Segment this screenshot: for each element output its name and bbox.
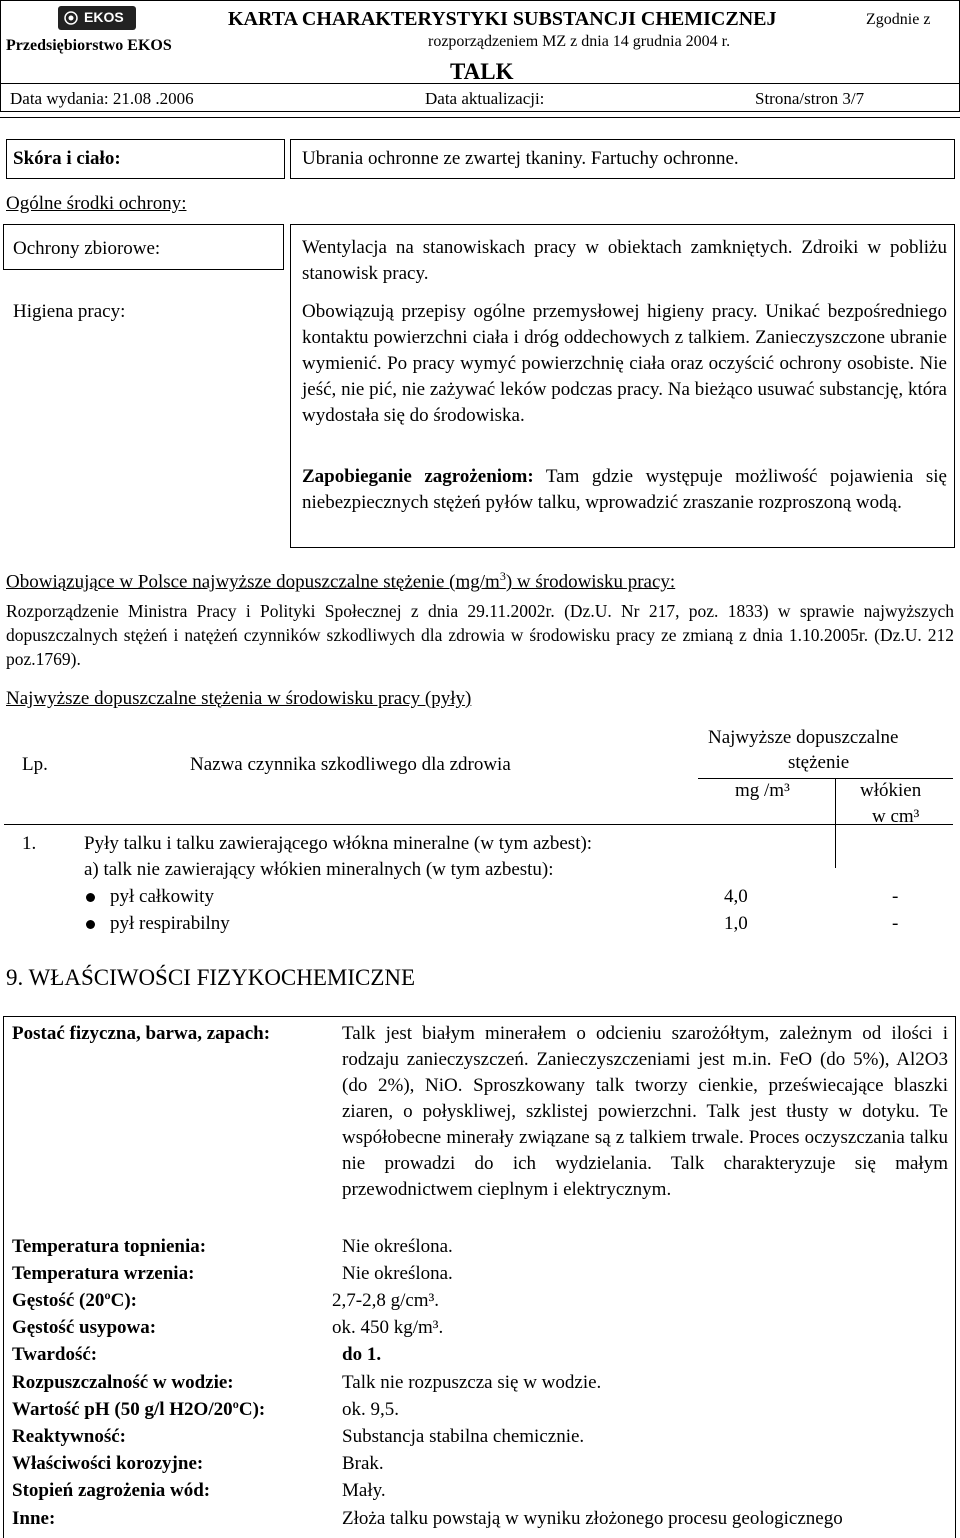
nds-heading-text: Obowiązujące w Polsce najwyższe dopuszczalne stężenie (mg/m (6, 571, 500, 593)
ekos-emblem-icon (64, 11, 78, 25)
hygiene-value: Obowiązują przepisy ogólne przemysłowej higieny pracy. Unikać bezpośredniego kontaktu powierzchni ciała i dróg oddechowych z talkiem. Zanieczyszczone ubranie wymienić. Po pracy wymyć powierzchnię ciała oraz oczyścić ochrony osobiste. Nie jeść, nie pić, nie zażywać leków podczas pracy. Na bieżąco usuwać substancję, która wydostała się do środowiska. (302, 301, 947, 426)
prevention-value: Tam gdzie występuje możliwość pojawienia się niebezpiecznych stężeń pyłów talku, wprowadzić zraszanie rozproszoną wodą. (302, 466, 947, 513)
table-list-item (84, 883, 954, 911)
row-lp: 1. (22, 833, 37, 854)
item-name: pył całkowity (110, 886, 214, 907)
property-value: Mały. (342, 1480, 386, 1501)
form-value: Talk jest białym minerałem o odcieniu szarożółtym, zależnym od ilości i rodzaju zanieczyszczeń. Zanieczyszczeniami jest m.in. FeO (do 5%), Al2O3 (do 2%), NiO. Sproszkowany talk tworzy cienkie, przeświecające blaszki ziaren, o połyskliwej, szklistej powierzchni. Talk jest tłusty w dotyku. Te współobecne minerały związane są z talkiem trwale. Proces oczyszczania talku nie prowadzi do ich wydzielania. Talk charakteryzuje się małym przewodnictwem cieplnym i elektrycznym. (342, 1023, 948, 1200)
hygiene-label: Higiena pracy: (13, 301, 126, 322)
property-row (12, 1314, 952, 1341)
prevention-label: Zapobieganie zagrożeniom: (302, 466, 534, 487)
compliance-note: Zgodnie z (866, 11, 931, 28)
property-value: Nie określona. (342, 1236, 453, 1257)
property-row (12, 1341, 952, 1368)
update-date: Data aktualizacji: (425, 89, 545, 108)
property-label: Gęstość usypowa: (12, 1317, 157, 1338)
issue-date: Data wydania: 21.08 .2006 (10, 89, 194, 108)
property-label: Rozpuszczalność w wodzie: (12, 1372, 234, 1393)
row-description-line1: Pyły talku i talku zawierającego włókna mineralne (w tym azbest): (84, 833, 593, 854)
property-value: Brak. (342, 1453, 384, 1474)
col-nds-header-line2: stężenie (788, 752, 850, 773)
property-row (12, 1423, 952, 1450)
property-label: Twardość: (12, 1344, 98, 1365)
property-label: Temperatura topnienia: (12, 1236, 207, 1257)
collective-value: Wentylacja na stanowiskach pracy w obiektach zamkniętych. Zdroiki w pobliżu stanowisk pracy. (302, 237, 947, 284)
property-value: ok. 450 kg/m³. (332, 1317, 444, 1338)
bullet-icon (86, 920, 95, 929)
property-row (12, 1287, 952, 1314)
nds-heading-superscript: 3 (499, 569, 506, 583)
property-row (12, 1369, 952, 1396)
header-bottom-rule (0, 117, 960, 118)
item-fibers: - (892, 886, 899, 907)
form-label: Postać fizyczna, barwa, zapach: (12, 1023, 271, 1044)
nds-subheading: Najwyższe dopuszczalne stężenia w środowisku pracy (pyły) (6, 688, 472, 709)
nds-heading (6, 563, 675, 595)
company-name: Przedsiębiorstwo EKOS (6, 37, 172, 54)
col-nds-header-line1: Najwyższe dopuszczalne (708, 727, 899, 748)
collective-label: Ochrony zbiorowe: (13, 238, 161, 259)
logo-text: EKOS (84, 9, 124, 25)
row-description-line2: a) talk nie zawierający włókien mineralnych (w tym azbestu): (84, 859, 554, 880)
bullet-icon (86, 893, 95, 902)
skin-value: Ubrania ochronne ze zwartej tkaniny. Fartuchy ochronne. (302, 148, 739, 169)
nds-heading-tail: ) w środowisku pracy: (505, 571, 676, 593)
property-row (12, 1233, 952, 1260)
item-mg: 1,0 (724, 913, 748, 934)
general-protection-heading: Ogólne środki ochrony: (6, 193, 187, 214)
skin-label: Skóra i ciało: (13, 148, 121, 169)
item-name: pył respirabilny (110, 913, 230, 934)
property-label: Stopień zagrożenia wód: (12, 1480, 211, 1501)
properties-list (12, 1233, 952, 1538)
property-label: Gęstość (20ºC): (12, 1290, 137, 1311)
property-value: ok. 9,5. (342, 1399, 399, 1420)
company-logo (58, 6, 136, 30)
property-row (12, 1450, 952, 1477)
item-mg: 4,0 (724, 886, 748, 907)
nds-table-col-divider (835, 778, 836, 868)
substance-name: TALK (450, 59, 514, 84)
col-mg-header: mg /m³ (735, 780, 790, 801)
property-row (12, 1477, 952, 1504)
prevention-block (302, 464, 947, 516)
property-value: 2,7-2,8 g/cm³. (332, 1290, 440, 1311)
nds-table (0, 720, 960, 940)
regulation-reference: rozporządzeniem MZ z dnia 14 grudnia 2004 r. (428, 33, 731, 50)
property-value: Nie określona. (342, 1263, 453, 1284)
table-list-item (84, 910, 954, 938)
col-fibers-header-line1: włókien (860, 780, 922, 801)
col-fibers-header-line2: w cm³ (872, 806, 920, 827)
property-row (12, 1505, 952, 1532)
property-value: Talk nie rozpuszcza się w wodzie. (342, 1372, 602, 1393)
property-row (12, 1260, 952, 1287)
property-value: Substancja stabilna chemicznie. (342, 1426, 585, 1447)
property-label: Właściwości korozyjne: (12, 1453, 204, 1474)
section-heading: 9. WŁAŚCIWOŚCI FIZYKOCHEMICZNE (6, 965, 416, 990)
col-name-header: Nazwa czynnika szkodliwego dla zdrowia (190, 754, 511, 775)
property-label: Wartość pH (50 g/l H2O/20ºC): (12, 1399, 266, 1420)
col-lp-header: Lp. (22, 754, 48, 775)
property-row (12, 1396, 952, 1423)
property-label: Temperatura wrzenia: (12, 1263, 195, 1284)
property-label: Reaktywność: (12, 1426, 126, 1447)
property-value: do 1. (342, 1344, 382, 1365)
nds-regulation-text: Rozporządzenie Ministra Pracy i Polityki Społecznej z dnia 29.11.2002r. (Dz.U. Nr 217, poz. 1833) w sprawie najwyższych dopuszczalnych stężeń i natężeń czynników szkodliwych dla zdrowia w środowisku pracy ze zmianą z dnia 1.10.2005r. (Dz.U. 212 poz.1769). (6, 601, 954, 669)
card-title: KARTA CHARAKTERYSTYKI SUBSTANCJI CHEMICZNEJ (228, 8, 777, 30)
property-label: Inne: (12, 1508, 56, 1529)
item-fibers: - (892, 913, 899, 934)
page-number: Strona/stron 3/7 (755, 89, 865, 108)
nds-table-body-rule (4, 824, 953, 825)
property-value: Złoża talku powstają w wyniku złożonego procesu geologicznego (342, 1508, 843, 1529)
